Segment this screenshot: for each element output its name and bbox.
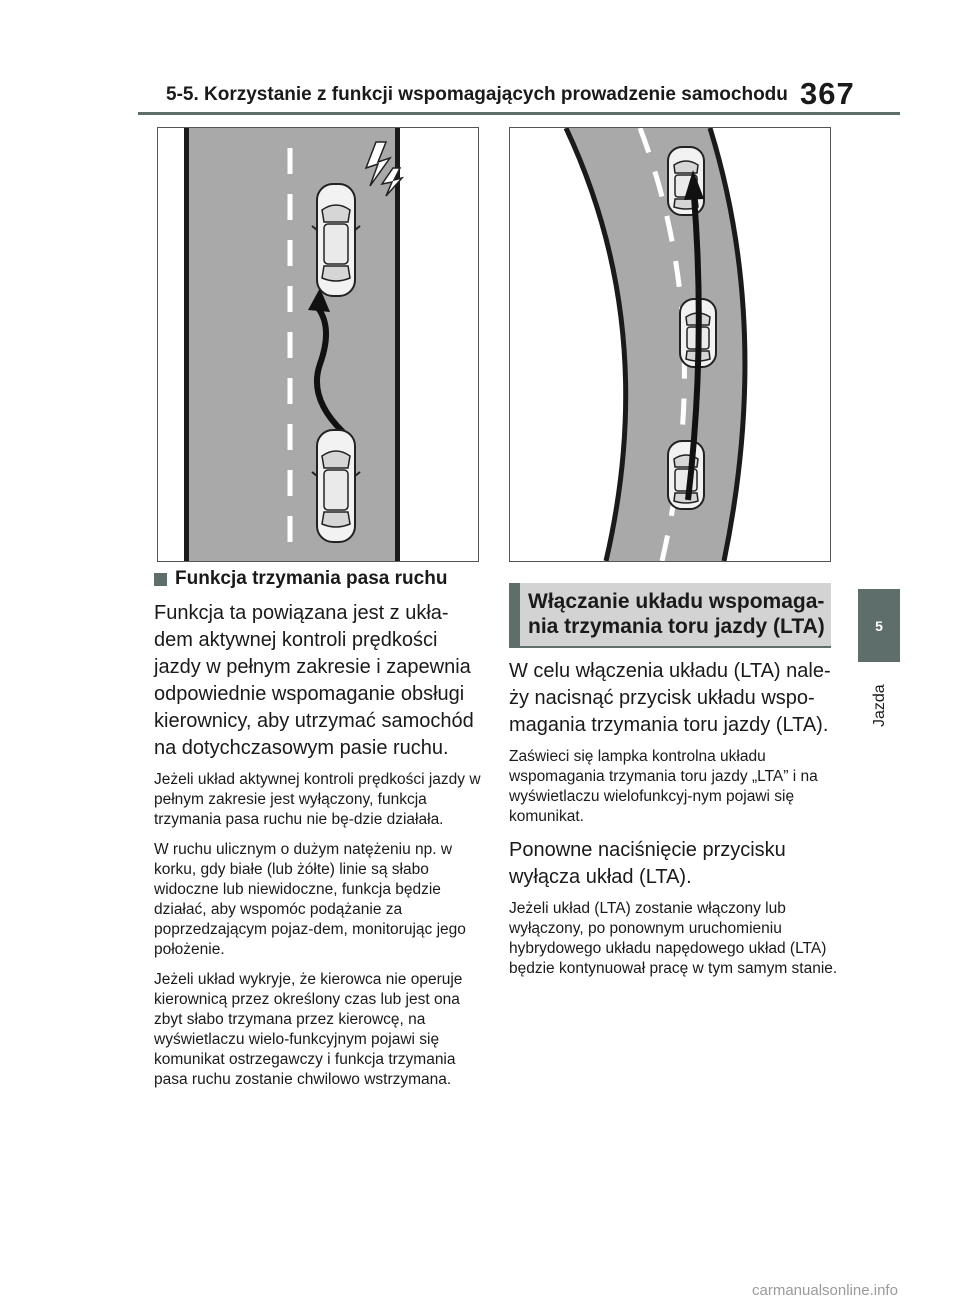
note-paragraph: Jeżeli układ (LTA) zostanie włączony lub wyłączony, po ponownym uruchomieniu hybrydowego układu napędowego układ (LTA) będzie kontynuował pracę w tym samym stanie. xyxy=(509,900,838,977)
chapter-tab xyxy=(858,589,900,662)
header-title: 5-5. Korzystanie z funkcji wspomagających prowadzenie samochodu xyxy=(166,84,788,105)
left-column xyxy=(154,568,484,1100)
watermark: carmanualsonline.info xyxy=(752,1282,898,1299)
section-heading xyxy=(509,583,831,646)
chapter-number: 5 xyxy=(875,617,883,634)
subheading xyxy=(154,568,484,590)
paragraph: Jeżeli układ wykryje, że kierowca nie operuje kierownicą przez określony czas lub jest ona zbyt słabo trzymana przez kierowcę, na wyświetlaczu wielo-funkcyjnym pojawi się komunikat ostrzegawczy i funkcja trzymania pasa ruchu zostanie chwilowo wstrzymana. xyxy=(154,971,463,1088)
note-paragraph: Zaświeci się lampka kontrolna układu wspomagania trzymania toru jazdy „LTA” i na wyświetlaczu wielofunkcyj-nym pojawi się komunikat. xyxy=(509,748,818,825)
subheading-text: Funkcja trzymania pasa ruchu xyxy=(175,568,448,589)
lead-paragraph: W celu włączenia układu (LTA) nale-ży nacisnąć przycisk układu wspo-magania trzymania toru jazdy (LTA). xyxy=(509,660,831,736)
paragraph: Jeżeli układ aktywnej kontroli prędkości jazdy w pełnym zakresie jest wyłączony, funkcja trzymania pasa ruchu nie bę-dzie działała. xyxy=(154,771,481,828)
chapter-label: Jazda xyxy=(871,684,888,728)
page-number: 367 xyxy=(800,76,855,111)
lane-centering-curve-illustration xyxy=(509,127,831,562)
lead-paragraph: Funkcja ta powiązana jest z ukła-dem aktywnej kontroli prędkości jazdy w pełnym zakresie i zapewnia odpowiednie wspomaganie obsługi kierownicy, aby utrzymać samochód na dotychczasowym pasie ruchu. xyxy=(154,602,474,759)
section-underline xyxy=(509,646,831,648)
lane-change-warning-illustration xyxy=(157,127,479,562)
section-title: Włączanie układu wspomaga-nia trzymania toru jazdy (LTA) xyxy=(528,590,825,638)
header-rule xyxy=(138,112,900,115)
square-bullet-icon xyxy=(154,573,167,586)
paragraph: W ruchu ulicznym o dużym natężeniu np. w korku, gdy białe (lub żółte) linie są słabo widoczne lub niewidoczne, funkcja będzie działać, aby wspomóc podążanie za poprzedzającym pojaz-dem, monitorując jego położenie. xyxy=(154,841,466,958)
lead-paragraph: Ponowne naciśnięcie przycisku wyłącza układ (LTA). xyxy=(509,839,786,888)
right-column xyxy=(509,583,839,989)
